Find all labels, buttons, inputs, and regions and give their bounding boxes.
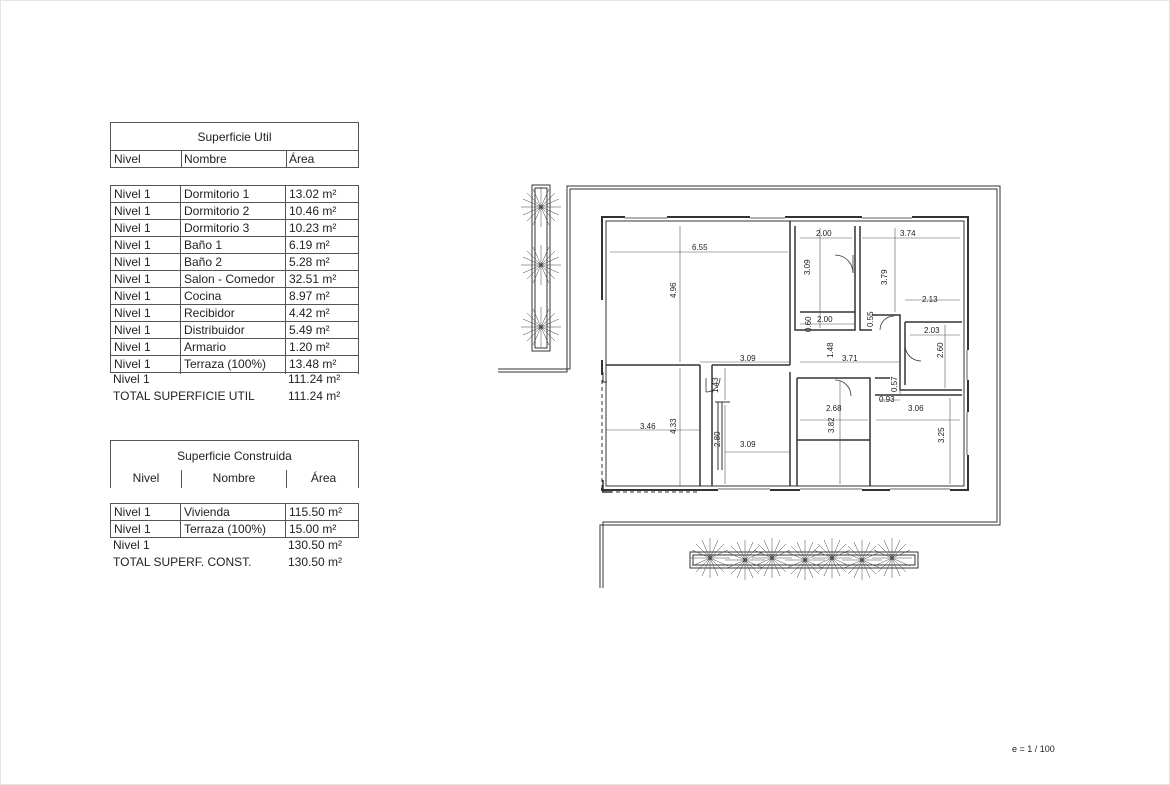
cell-nombre: Vivienda xyxy=(184,505,230,519)
total-label: TOTAL SUPERF. CONST. xyxy=(113,555,252,569)
cell-nivel: Nivel 1 xyxy=(114,204,151,218)
cell-area: 5.28 m² xyxy=(289,255,330,269)
cell-area: 15.00 m² xyxy=(289,522,337,536)
cell-nombre: Dormitorio 1 xyxy=(184,187,250,201)
cell-area: 10.23 m² xyxy=(289,221,337,235)
dim-label: 2.03 xyxy=(924,326,940,335)
dim-label: 1.43 xyxy=(711,377,720,393)
cell-nombre: Terraza (100%) xyxy=(184,522,267,536)
cell-area: 115.50 m² xyxy=(289,505,343,519)
cell-nivel: Nivel 1 xyxy=(114,187,151,201)
cell-nivel: Nivel 1 xyxy=(114,221,151,235)
table-title: Superficie Util xyxy=(110,122,359,150)
subtotal-nivel: Nivel 1 xyxy=(113,538,150,552)
dim-label: 6.55 xyxy=(692,243,708,252)
cell-area: 32.51 m² xyxy=(289,272,337,286)
exterior-walls xyxy=(602,217,968,490)
dim-label: 0.60 xyxy=(804,316,813,332)
cell-nombre: Baño 1 xyxy=(184,238,223,252)
cell-nivel: Nivel 1 xyxy=(114,272,151,286)
dim-label: 2.80 xyxy=(713,431,722,447)
header-nivel: Nivel xyxy=(132,471,160,485)
cell-nombre: Armario xyxy=(184,340,227,354)
dim-label: 3.79 xyxy=(880,269,889,285)
total-area: 111.24 m² xyxy=(288,389,341,403)
cell-nivel: Nivel 1 xyxy=(114,323,151,337)
dim-label: 1.48 xyxy=(826,342,835,358)
total-label: TOTAL SUPERFICIE UTIL xyxy=(113,389,255,403)
cell-nombre: Dormitorio 3 xyxy=(184,221,250,235)
header-area: Área xyxy=(289,152,315,166)
cell-area: 4.42 m² xyxy=(289,306,330,320)
dim-label: 3.09 xyxy=(740,354,756,363)
cell-area: 13.48 m² xyxy=(289,357,337,371)
terrace-edge xyxy=(602,380,700,492)
total-area: 130.50 m² xyxy=(288,555,343,569)
dim-label: 2.00 xyxy=(817,315,833,324)
subtotal-area: 130.50 m² xyxy=(288,538,343,552)
cell-nombre: Cocina xyxy=(184,289,222,303)
dim-label: 4.96 xyxy=(669,282,678,298)
cell-nombre: Dormitorio 2 xyxy=(184,204,250,218)
cell-nivel: Nivel 1 xyxy=(114,289,151,303)
dim-label: 3.46 xyxy=(640,422,656,431)
cell-area: 10.46 m² xyxy=(289,204,337,218)
header-nivel: Nivel xyxy=(114,152,141,166)
dim-label: 3.82 xyxy=(827,417,836,433)
dim-label: 3.09 xyxy=(803,259,812,275)
cell-nivel: Nivel 1 xyxy=(114,306,151,320)
dim-label: 3.71 xyxy=(842,354,858,363)
dim-label: 0.57 xyxy=(890,376,899,392)
cell-area: 13.02 m² xyxy=(289,187,337,201)
cell-nombre: Salon - Comedor xyxy=(184,272,275,286)
header-nombre: Nombre xyxy=(212,471,256,485)
cell-area: 6.19 m² xyxy=(289,238,330,252)
cell-area: 5.49 m² xyxy=(289,323,330,337)
cell-nivel: Nivel 1 xyxy=(114,505,151,519)
header-area: Área xyxy=(310,471,337,485)
cell-nivel: Nivel 1 xyxy=(114,255,151,269)
cell-nombre: Distribuidor xyxy=(184,323,245,337)
plot-boundary xyxy=(498,186,1000,588)
windows xyxy=(602,217,968,490)
interior-walls xyxy=(606,221,962,486)
dim-label: 2.13 xyxy=(922,295,938,304)
cell-nivel: Nivel 1 xyxy=(114,238,151,252)
header-nombre: Nombre xyxy=(184,152,227,166)
dim-label: 3.74 xyxy=(900,229,916,238)
dim-label: 3.06 xyxy=(908,404,924,413)
cell-nivel: Nivel 1 xyxy=(114,357,151,371)
dim-label: 2.00 xyxy=(816,229,832,238)
subtotal-nivel: Nivel 1 xyxy=(113,372,150,386)
cell-area: 1.20 m² xyxy=(289,340,330,354)
dim-label: 0.55 xyxy=(866,311,875,327)
scale-label: e = 1 / 100 xyxy=(1012,744,1055,754)
dim-label: 4.33 xyxy=(669,418,678,434)
cell-nivel: Nivel 1 xyxy=(114,522,151,536)
dim-label: 2.60 xyxy=(936,342,945,358)
cell-nombre: Baño 2 xyxy=(184,255,223,269)
cell-area: 8.97 m² xyxy=(289,289,330,303)
dim-label: 0.93 xyxy=(879,395,895,404)
dim-label: 3.09 xyxy=(740,440,756,449)
dim-label: 2.68 xyxy=(826,404,842,413)
cell-nombre: Terraza (100%) xyxy=(184,357,267,371)
cell-nombre: Recibidor xyxy=(184,306,235,320)
window-lines xyxy=(625,218,967,489)
dim-label: 3.25 xyxy=(937,427,946,443)
cell-nivel: Nivel 1 xyxy=(114,340,151,354)
subtotal-area: 111.24 m² xyxy=(288,372,341,386)
table-title: Superficie Construida xyxy=(110,440,359,470)
dimension-lines xyxy=(606,226,960,486)
